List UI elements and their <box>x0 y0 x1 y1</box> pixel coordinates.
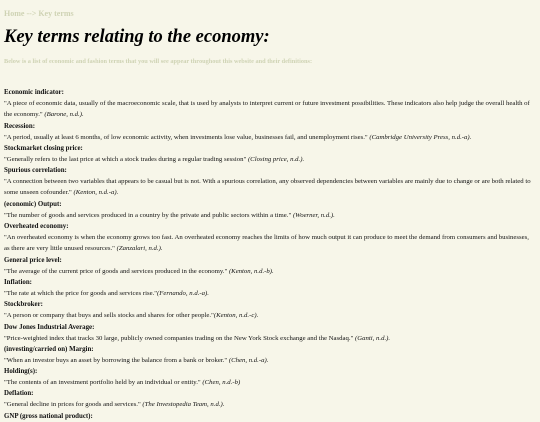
term-definition <box>4 399 536 410</box>
definition-text: "The average of the current price of goods and services produced in the economy." <box>4 267 228 275</box>
term-definition <box>4 154 536 165</box>
term-name: GNP (gross national product): <box>4 412 93 420</box>
term-name: Holding(s): <box>4 368 38 376</box>
term-definition <box>4 232 536 255</box>
term-entry <box>4 121 536 143</box>
page-title: Key terms relating to the economy: <box>4 27 270 47</box>
definition-text: "Price-weighted index that tracks 30 large, publicly owned companies trading on the New York Stock exchange and the Nasdaq." <box>4 334 354 342</box>
definition-text: "When an investor buys an asset by borrowing the balance from a bank or broker." <box>4 356 228 364</box>
term-definition <box>4 132 536 143</box>
terms-list <box>4 87 536 422</box>
intro-text: Below is a list of economic and fashion terms that you will see appear throughout this website and their definitions: <box>4 58 313 65</box>
breadcrumb-home-link[interactable]: Home <box>4 9 25 18</box>
citation: (Chen, n.d.-b) <box>202 379 241 387</box>
term-name: Stockbroker: <box>4 301 43 309</box>
breadcrumb <box>4 8 536 20</box>
term-entry <box>4 277 536 299</box>
term-entry <box>4 366 536 388</box>
term-entry <box>4 199 536 221</box>
citation: (Barone, n.d.). <box>44 111 84 119</box>
term-name: Economic indicator: <box>4 89 64 96</box>
citation: (Fernando, n.d.-a). <box>157 289 209 297</box>
definition-text: "General decline in prices for goods and services." <box>4 401 141 409</box>
term-definition <box>4 266 536 277</box>
term-entry <box>4 344 536 366</box>
term-name: Deflation: <box>4 390 34 398</box>
definition-text: "A person or company that buys and sells stocks and shares for other people." <box>4 312 214 320</box>
term-entry <box>4 87 536 121</box>
term-entry <box>4 388 536 410</box>
term-definition <box>4 377 536 388</box>
definition-text: "The contents of an investment portfolio held by an individual or entity." <box>4 379 201 387</box>
breadcrumb-separator: --> <box>26 9 37 18</box>
term-definition <box>4 210 536 221</box>
definition-text: "The number of goods and services produced in a country by the private and public sectors within a time." <box>4 211 292 219</box>
term-entry <box>4 299 536 321</box>
definition-text: "The rate at which the price for goods and services rise." <box>4 289 158 297</box>
term-entry <box>4 143 536 165</box>
term-entry <box>4 322 536 344</box>
term-name: Dow Jones Industrial Average: <box>4 323 95 331</box>
citation: (The Investopedia Team, n.d.). <box>142 401 225 409</box>
term-entry <box>4 255 536 277</box>
citation: (Woerner, n.d.). <box>292 211 335 219</box>
term-definition <box>4 355 536 366</box>
definition-text: "A piece of economic data, usually of the macroeconomic scale, that is used by analysts to interpret current or future investment possibilities. These indicators also help judge the overall health of the economy." <box>4 100 530 119</box>
term-name: Overheated economy: <box>4 223 69 231</box>
citation: (Kenton, n.d.-b). <box>228 267 274 275</box>
citation: (Zanzalari, n.d.). <box>116 245 163 253</box>
citation: (Kenton, n.d.-a). <box>73 189 119 197</box>
term-definition <box>4 333 536 344</box>
citation: (Kenton, n.d.-c). <box>213 312 259 320</box>
term-entry <box>4 411 536 422</box>
term-name: Spurious correlation: <box>4 167 67 175</box>
definition-text: "A period, usually at least 6 months, of low economic activity, when investments lose value, businesses fail, and unemployment rises." <box>4 133 368 141</box>
term-name: (economic) Output: <box>4 200 62 208</box>
term-definition <box>4 176 536 199</box>
citation: (Ganti, n.d.). <box>355 334 391 342</box>
term-entry <box>4 165 536 199</box>
citation: (Chen, n.d.-a). <box>228 356 269 364</box>
term-name: Inflation: <box>4 278 32 286</box>
term-name: General price level: <box>4 256 62 264</box>
definition-text: "A connection between two variables that appears to be casual but is not. With a spurious correlation, any observed dependencies between variables are mainly due to change or are both related to some unseen cofounder." <box>4 178 531 197</box>
term-definition <box>4 288 536 299</box>
term-entry <box>4 221 536 255</box>
citation: (Cambridge University Press, n.d.-a). <box>369 133 472 141</box>
breadcrumb-current: Key terms <box>38 9 74 18</box>
term-name: Stockmarket closing price: <box>4 144 83 152</box>
definition-text: "An overheated economy is when the economy grows too fast. An overheated economy reaches the limits of how much output it can produce to meet the demand from consumers and businesses, as there are very little unused resources." <box>4 234 529 253</box>
term-name: (investing/carried on) Margin: <box>4 345 94 353</box>
term-name: Recession: <box>4 122 36 130</box>
definition-text: "Generally refers to the last price at which a stock trades during a regular trading session" <box>4 155 247 163</box>
term-definition <box>4 98 536 121</box>
citation: (Closing price, n.d.). <box>247 155 305 163</box>
term-definition <box>4 310 536 321</box>
